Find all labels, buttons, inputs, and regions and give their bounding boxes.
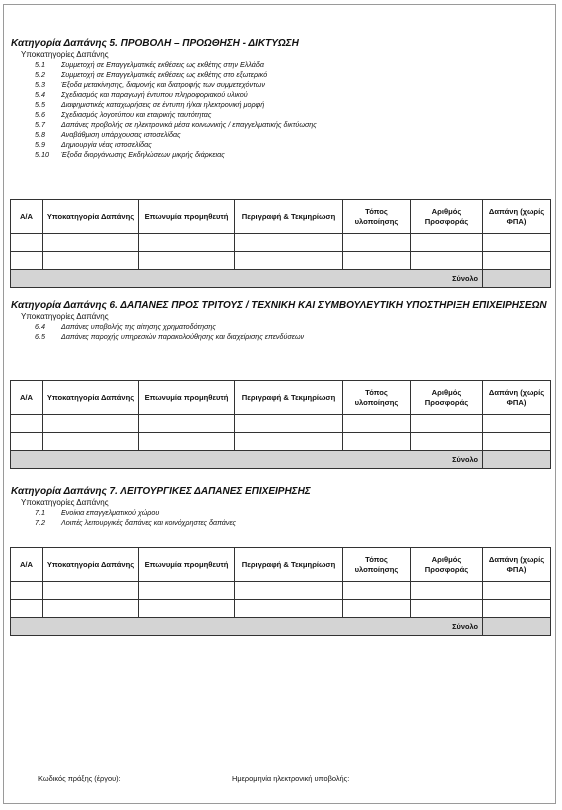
subcat-number: 6.4 xyxy=(35,322,45,331)
table-row xyxy=(11,415,551,433)
header-supplier: Επωνυμία προμηθευτή xyxy=(139,548,235,582)
table-row xyxy=(11,600,551,618)
category-5-subcat-heading: Υποκατηγορίες Δαπάνης xyxy=(21,50,109,59)
header-subcategory: Υποκατηγορία Δαπάνης xyxy=(43,200,139,234)
table-cell[interactable] xyxy=(43,252,139,270)
table-cell[interactable] xyxy=(43,582,139,600)
table-cell[interactable] xyxy=(483,234,551,252)
table-cell[interactable] xyxy=(43,600,139,618)
table-cell[interactable] xyxy=(483,433,551,451)
subcat-item xyxy=(11,120,551,130)
table-cell[interactable] xyxy=(411,415,483,433)
header-description: Περιγραφή & Τεκμηρίωση xyxy=(235,200,343,234)
subcat-text: Σχεδιασμός λογοτύπου και εταιρικής ταυτότητας xyxy=(61,110,212,119)
header-subcategory: Υποκατηγορία Δαπάνης xyxy=(43,381,139,415)
category-5-subcat-list xyxy=(11,60,551,160)
subcat-text: Δαπάνες υποβολής της αίτησης χρηματοδότησης xyxy=(61,322,216,331)
subcat-item xyxy=(11,140,551,150)
header-subcategory: Υποκατηγορία Δαπάνης xyxy=(43,548,139,582)
total-row xyxy=(11,270,551,288)
table-cell[interactable] xyxy=(235,234,343,252)
subcat-text: Λοιπές λειτουργικές δαπάνες και κοινόχρηστες δαπάνες xyxy=(61,518,236,527)
table-cell[interactable] xyxy=(411,433,483,451)
category-7-subcat-heading: Υποκατηγορίες Δαπάνης xyxy=(21,498,109,507)
table-cell[interactable] xyxy=(139,582,235,600)
subcat-item xyxy=(11,508,551,518)
table-cell[interactable] xyxy=(411,600,483,618)
header-supplier: Επωνυμία προμηθευτή xyxy=(139,200,235,234)
table-cell[interactable] xyxy=(235,415,343,433)
category-7-subcat-list xyxy=(11,508,551,528)
header-cost: Δαπάνη (χωρίς ΦΠΑ) xyxy=(483,381,551,415)
subcat-item xyxy=(11,70,551,80)
subcat-item xyxy=(11,110,551,120)
table-cell[interactable] xyxy=(139,600,235,618)
subcat-number: 5.6 xyxy=(35,110,45,119)
subcat-number: 5.2 xyxy=(35,70,45,79)
total-value-cell[interactable] xyxy=(483,618,551,636)
table-cell[interactable] xyxy=(11,582,43,600)
table-cell[interactable] xyxy=(343,582,411,600)
header-description: Περιγραφή & Τεκμηρίωση xyxy=(235,381,343,415)
subcat-text: Σχεδιασμός και παραγωγή έντυπου πληροφοριακού υλικού xyxy=(61,90,248,99)
table-cell[interactable] xyxy=(343,252,411,270)
subcat-item xyxy=(11,518,551,528)
subcat-text: Συμμετοχή σε Επαγγελματικές εκθέσεις ως εκθέτης στην Ελλάδα xyxy=(61,60,264,69)
table-cell[interactable] xyxy=(11,433,43,451)
table-cell[interactable] xyxy=(139,234,235,252)
subcat-number: 5.3 xyxy=(35,80,45,89)
table-cell[interactable] xyxy=(411,252,483,270)
table-cell[interactable] xyxy=(11,600,43,618)
subcat-item xyxy=(11,322,551,332)
subcat-item xyxy=(11,60,551,70)
table-cell[interactable] xyxy=(343,600,411,618)
table-cell[interactable] xyxy=(235,600,343,618)
subcat-item xyxy=(11,332,551,342)
header-aa: Α/Α xyxy=(11,200,43,234)
table-cell[interactable] xyxy=(11,234,43,252)
table-header-row xyxy=(11,200,551,234)
table-cell[interactable] xyxy=(411,582,483,600)
subcat-number: 5.8 xyxy=(35,130,45,139)
subcat-text: Έξοδα διοργάνωσης Εκδηλώσεων μικρής διάρκειας xyxy=(61,150,225,159)
header-description: Περιγραφή & Τεκμηρίωση xyxy=(235,548,343,582)
category-7-title: Κατηγορία Δαπάνης 7. ΛΕΙΤΟΥΡΓΙΚΕΣ ΔΑΠΑΝΕΣ ΕΠΙΧΕΙΡΗΣΗΣ xyxy=(11,486,311,497)
category-5-title: Κατηγορία Δαπάνης 5. ΠΡΟΒΟΛΗ – ΠΡΟΩΘΗΣΗ - ΔΙΚΤΥΩΣΗ xyxy=(11,38,299,49)
category-7-section xyxy=(11,486,551,528)
table-cell[interactable] xyxy=(411,234,483,252)
category-6-section xyxy=(11,300,551,342)
subcat-text: Διαφημιστικές καταχωρήσεις σε έντυπη ή/και ηλεκτρονική μορφή xyxy=(61,100,265,109)
category-6-expense-table xyxy=(10,380,551,469)
subcat-item xyxy=(11,100,551,110)
subcat-number: 5.10 xyxy=(35,150,49,159)
table-row xyxy=(11,582,551,600)
subcat-text: Ενοίκια επαγγελματικού χώρου xyxy=(61,508,160,517)
table-cell[interactable] xyxy=(483,252,551,270)
subcat-number: 5.7 xyxy=(35,120,45,129)
table-cell[interactable] xyxy=(139,252,235,270)
total-label: Σύνολο xyxy=(11,270,483,288)
total-row xyxy=(11,451,551,469)
header-location: Τόπος υλοποίησης xyxy=(343,548,411,582)
header-offer-number: Αριθμός Προσφοράς xyxy=(411,548,483,582)
submission-date-label: Ημερομηνία ηλεκτρονική υποβολής: xyxy=(232,774,350,783)
header-cost: Δαπάνη (χωρίς ΦΠΑ) xyxy=(483,200,551,234)
total-label: Σύνολο xyxy=(11,618,483,636)
header-location: Τόπος υλοποίησης xyxy=(343,381,411,415)
header-offer-number: Αριθμός Προσφοράς xyxy=(411,381,483,415)
header-cost: Δαπάνη (χωρίς ΦΠΑ) xyxy=(483,548,551,582)
table-row xyxy=(11,234,551,252)
subcat-number: 5.5 xyxy=(35,100,45,109)
subcat-item xyxy=(11,130,551,140)
subcat-text: Δαπάνες παροχής υπηρεσιών παρακολούθησης και διαχείρισης επενδύσεων xyxy=(61,332,305,341)
subcat-number: 6.5 xyxy=(35,332,45,341)
subcat-item xyxy=(11,90,551,100)
total-value-cell[interactable] xyxy=(483,451,551,469)
subcat-text: Δημιουργία νέας ιστοσελίδας xyxy=(61,140,152,149)
subcat-number: 7.1 xyxy=(35,508,45,517)
table-row xyxy=(11,433,551,451)
header-location: Τόπος υλοποίησης xyxy=(343,200,411,234)
header-offer-number: Αριθμός Προσφοράς xyxy=(411,200,483,234)
table-cell[interactable] xyxy=(483,582,551,600)
table-cell[interactable] xyxy=(43,234,139,252)
total-row xyxy=(11,618,551,636)
table-cell[interactable] xyxy=(343,234,411,252)
category-5-expense-table xyxy=(10,199,551,288)
table-cell[interactable] xyxy=(235,252,343,270)
table-cell[interactable] xyxy=(483,600,551,618)
table-cell[interactable] xyxy=(235,582,343,600)
subcat-item xyxy=(11,150,551,160)
table-cell[interactable] xyxy=(343,415,411,433)
table-cell[interactable] xyxy=(43,415,139,433)
table-cell[interactable] xyxy=(139,415,235,433)
table-header-row xyxy=(11,381,551,415)
header-supplier: Επωνυμία προμηθευτή xyxy=(139,381,235,415)
category-6-subcat-list xyxy=(11,322,551,342)
subcat-number: 7.2 xyxy=(35,518,45,527)
category-5-section xyxy=(11,38,551,160)
category-6-title: Κατηγορία Δαπάνης 6. ΔΑΠΑΝΕΣ ΠΡΟΣ ΤΡΙΤΟΥΣ / ΤΕΧΝΙΚΗ ΚΑΙ ΣΥΜΒΟΥΛΕΥΤΙΚΗ ΥΠΟΣΤΗΡΙΞΗ ΕΠΙΧΕΙΡΗΣΕΩΝ xyxy=(11,300,547,311)
table-cell[interactable] xyxy=(139,433,235,451)
table-cell[interactable] xyxy=(11,415,43,433)
category-6-subcat-heading: Υποκατηγορίες Δαπάνης xyxy=(21,312,109,321)
total-value-cell[interactable] xyxy=(483,270,551,288)
table-cell[interactable] xyxy=(43,433,139,451)
table-cell[interactable] xyxy=(483,415,551,433)
table-cell[interactable] xyxy=(343,433,411,451)
table-cell[interactable] xyxy=(11,252,43,270)
subcat-number: 5.9 xyxy=(35,140,45,149)
table-cell[interactable] xyxy=(235,433,343,451)
project-code-label: Κωδικός πράξης (έργου): xyxy=(38,774,121,783)
subcat-text: Συμμετοχή σε Επαγγελματικές εκθέσεις ως εκθέτης στο εξωτερικό xyxy=(61,70,268,79)
subcat-text: Δαπάνες προβολής σε ηλεκτρονικά μέσα κοινωνικής / επαγγελματικής δικτύωσης xyxy=(61,120,317,129)
table-row xyxy=(11,252,551,270)
total-label: Σύνολο xyxy=(11,451,483,469)
category-7-expense-table xyxy=(10,547,551,636)
header-aa: Α/Α xyxy=(11,548,43,582)
table-header-row xyxy=(11,548,551,582)
subcat-text: Έξοδα μετακίνησης, διαμονής και διατροφής των συμμετεχόντων xyxy=(61,80,265,89)
header-aa: Α/Α xyxy=(11,381,43,415)
subcat-number: 5.4 xyxy=(35,90,45,99)
subcat-number: 5.1 xyxy=(35,60,45,69)
subcat-item xyxy=(11,80,551,90)
subcat-text: Αναβάθμιση υπάρχουσας ιστοσελίδας xyxy=(61,130,181,139)
